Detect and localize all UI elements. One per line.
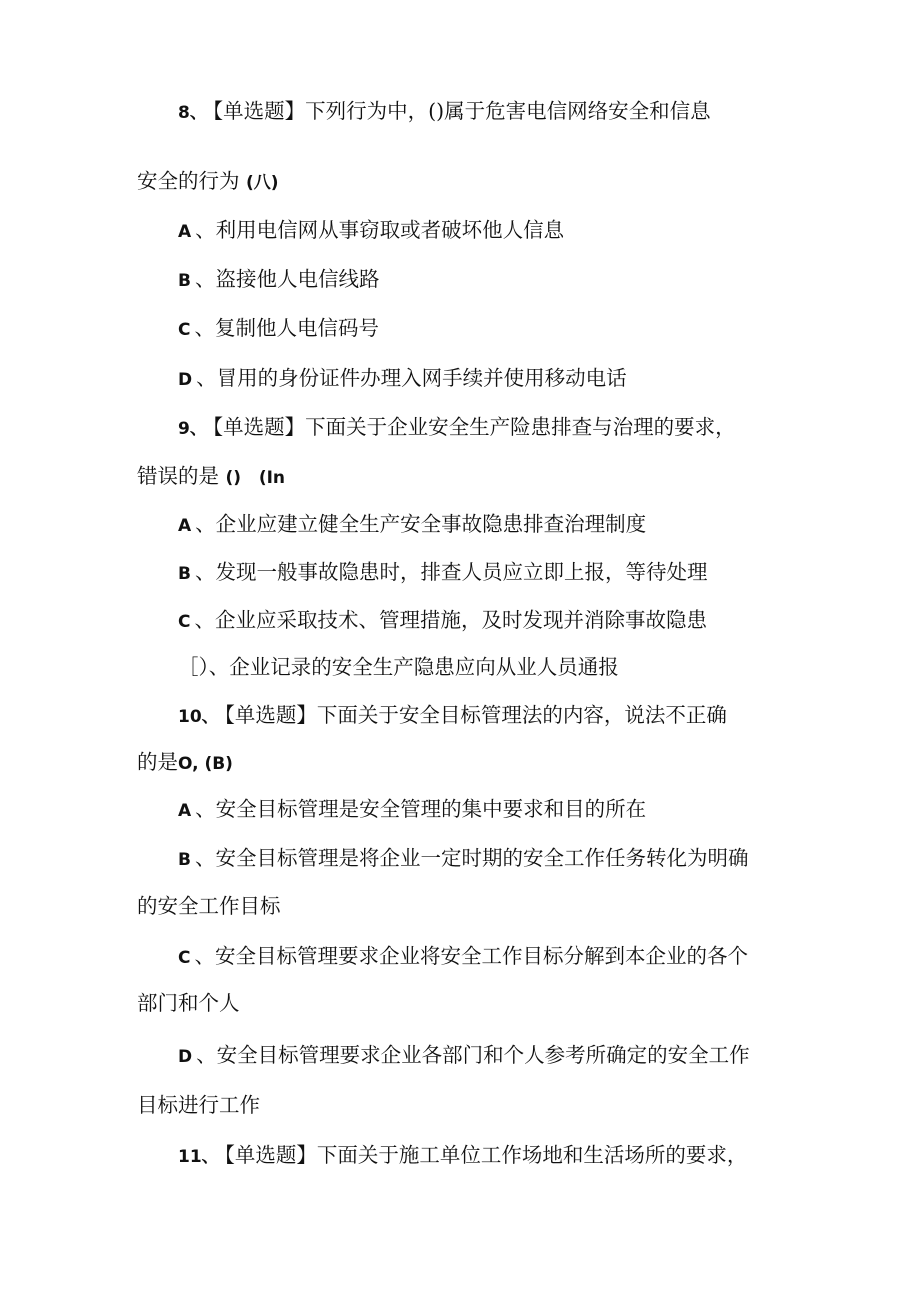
option-c-continued: 部门和个人 — [137, 991, 240, 1015]
option-text: 企业记录的安全生产隐患应向从业人员通报 — [229, 655, 619, 679]
option-separator: 、 — [194, 944, 215, 968]
question-stem: 【单选题】下列行为中，()属于危害电信网络安全和信息 — [212, 99, 711, 123]
question-answer: () (In — [225, 468, 286, 488]
option-letter: A — [178, 516, 192, 536]
option-text: 复制他人电信码号 — [214, 316, 379, 340]
option-c — [178, 942, 748, 972]
option-text: 发现一般事故隐患时，排查人员应立即上报，等待处理 — [215, 560, 708, 584]
option-b — [178, 844, 748, 874]
option-separator: 、 — [194, 846, 216, 870]
option-separator: 、 — [195, 512, 216, 536]
question-11-title-line1 — [178, 1141, 747, 1171]
option-text: 安全目标管理是安全管理的集中要求和目的所在 — [215, 797, 647, 821]
option-b — [178, 265, 379, 295]
question-9-title-line2 — [137, 462, 285, 492]
question-answer: (八) — [246, 173, 279, 193]
question-stem-continued: 错误的是 — [137, 464, 219, 488]
option-separator: 、 — [195, 218, 216, 242]
option-a — [178, 510, 646, 540]
option-a — [178, 795, 646, 825]
option-a — [178, 216, 564, 246]
option-letter: B — [178, 850, 191, 870]
question-answer: O, (B) — [178, 754, 233, 774]
question-stem: 【单选题】下面关于企业安全生产险患排查与治理的要求， — [212, 415, 736, 439]
option-letter: C — [178, 320, 191, 340]
option-separator: 、 — [194, 316, 215, 340]
question-10-title-line2 — [137, 748, 233, 778]
option-separator: 、 — [196, 1043, 217, 1067]
question-8-title-line1 — [178, 97, 711, 127]
question-number: 10、 — [178, 707, 219, 727]
option-d-continued: 目标进行工作 — [137, 1093, 260, 1117]
option-separator: 、 — [194, 608, 215, 632]
option-c — [178, 606, 707, 636]
option-text: 利用电信网从事窃取或者破坏他人信息 — [215, 218, 565, 242]
option-letter: D — [178, 1047, 193, 1067]
question-stem-continued: 的是 — [137, 750, 178, 774]
option-d — [178, 364, 627, 394]
option-d — [178, 1041, 750, 1071]
option-text: 企业应采取技术、管理措施，及时发现并消除事故隐患 — [214, 608, 707, 632]
question-9-title-line1 — [178, 413, 736, 443]
option-d — [178, 653, 619, 681]
question-stem: 【单选题】下面关于安全目标管理法的内容，说法不正确 — [224, 703, 727, 727]
option-letter: C — [178, 948, 191, 968]
option-separator: 、 — [194, 560, 216, 584]
option-letter: B — [178, 564, 191, 584]
question-number: 9、 — [178, 419, 207, 439]
option-letter: B — [178, 271, 191, 291]
option-text: 盗接他人电信线路 — [215, 267, 380, 291]
option-b — [178, 558, 707, 588]
option-text: 安全目标管理是将企业一定时期的安全工作任务转化为明确 — [215, 846, 749, 870]
option-letter: C — [178, 612, 191, 632]
option-letter: A — [178, 801, 192, 821]
question-10-title-line1 — [178, 701, 727, 731]
option-text: 企业应建立健全生产安全事故隐患排查治理制度 — [215, 512, 647, 536]
option-separator: 、 — [194, 267, 216, 291]
question-stem-continued: 安全的行为 — [137, 169, 240, 193]
option-separator: 、 — [196, 366, 217, 390]
option-separator: 、 — [208, 655, 230, 679]
question-stem: 【单选题】下面关于施工单位工作场地和生活场所的要求， — [224, 1143, 748, 1167]
option-text: 安全目标管理要求企业将安全工作目标分解到本企业的各个 — [214, 944, 748, 968]
option-text: 冒用的身份证件办理入网手续并使用移动电话 — [216, 366, 627, 390]
option-letter: A — [178, 222, 192, 242]
option-c — [178, 314, 379, 344]
question-number: 8、 — [178, 103, 207, 123]
question-number: 11、 — [178, 1147, 219, 1167]
option-text: 安全目标管理要求企业各部门和个人参考所确定的安全工作 — [216, 1043, 750, 1067]
option-letter: ［） — [178, 655, 209, 679]
question-8-title-line2 — [137, 167, 279, 197]
option-separator: 、 — [195, 797, 216, 821]
option-letter: D — [178, 370, 193, 390]
option-b-continued: 的安全工作目标 — [137, 894, 281, 918]
